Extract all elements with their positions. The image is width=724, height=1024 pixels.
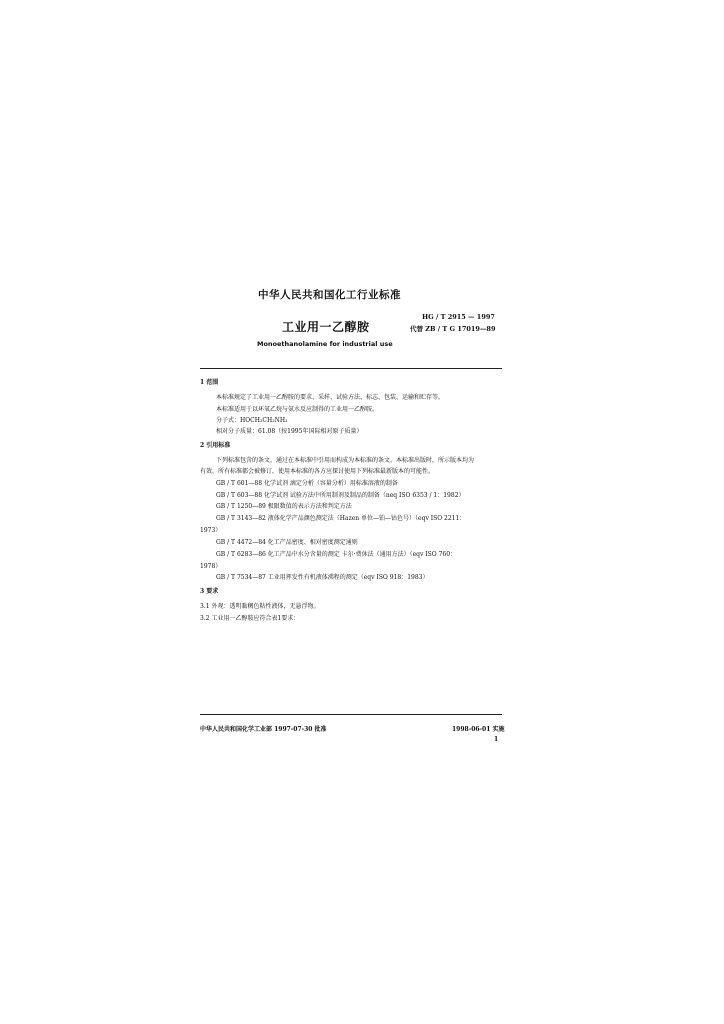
implementation-date: 1998-06-01 实施 xyxy=(452,726,505,733)
reference-item: GB / T 3143—82 液体化学产品颜色测定法（Hazen 单位—铂—钴色号）（eqv ISO 2211： xyxy=(216,515,466,522)
standard-org: 中华人民共和国化工行业标准 xyxy=(258,289,401,301)
header-divider xyxy=(200,368,502,369)
replaces-standard: 代替 ZB / T G 17019—89 xyxy=(410,325,496,333)
section-3-heading: 3 要求 xyxy=(200,588,219,595)
section-1-line: 相对分子质量：61.08（按1995年国际相对原子质量） xyxy=(216,428,363,435)
reference-item: 1973） xyxy=(200,527,222,534)
standard-number: HG / T 2915 — 1997 xyxy=(422,313,495,321)
section-2-heading: 2 引用标准 xyxy=(200,442,231,449)
requirement-item: 3.1 外观：透明黏稠色粘性液体，无悬浮物。 xyxy=(200,603,320,610)
approval-note: 中华人民共和国化学工业部 1997-07-30 批准 xyxy=(200,726,327,733)
title-en: Monoethanolamine for industrial use xyxy=(257,340,393,348)
title-cn: 工业用一乙醇胺 xyxy=(282,320,370,334)
section-1-line: 分子式：HOCH₂CH₂NH₂ xyxy=(216,417,288,424)
requirement-item: 3.2 工业用一乙醇胺应符合表1要求： xyxy=(200,615,300,622)
section-1-heading: 1 范围 xyxy=(200,379,219,386)
reference-item: 1978） xyxy=(200,563,222,570)
section-1-line: 本标准规定了工业用一乙醇胺的要求、采样、试验方法、标志、包装、运输和贮存等。 xyxy=(216,394,445,401)
footer-divider xyxy=(200,714,502,715)
reference-item: GB / T 603—88 化学试剂 试验方法中所用制剂及制品的制备（neq ISO 6353 / 1：1982） xyxy=(216,492,465,499)
section-2-intro: 下列标准包含的条文，通过在本标准中引用而构成为本标准的条文。本标准出版时，所示版本均为 xyxy=(216,457,475,464)
reference-item: GB / T 7534—87 工业用挥发性有机液体沸程的测定（eqv ISO 918：1983） xyxy=(216,574,429,581)
reference-item: GB / T 4472—84 化工产品密度、相对密度测定通则 xyxy=(216,539,358,546)
section-2-intro: 有效。所有标准都会被修订，使用本标准的各方应探讨使用下列标准最新版本的可能性。 xyxy=(200,468,435,475)
page-number: 1 xyxy=(494,736,499,743)
reference-item: GB / T 6283—86 化工产品中水分含量的测定 卡尔·费休法（通用方法）（eqv ISO 760： xyxy=(216,551,457,558)
reference-item: GB / T 601—88 化学试剂 滴定分析（容量分析）用标准溶液的制备 xyxy=(216,480,398,487)
reference-item: GB / T 1250—89 极限数值的表示方法和判定方法 xyxy=(216,503,352,510)
section-1-line: 本标准适用于以环氧乙烷与氨水反应制得的工业用一乙醇胺。 xyxy=(216,406,379,413)
